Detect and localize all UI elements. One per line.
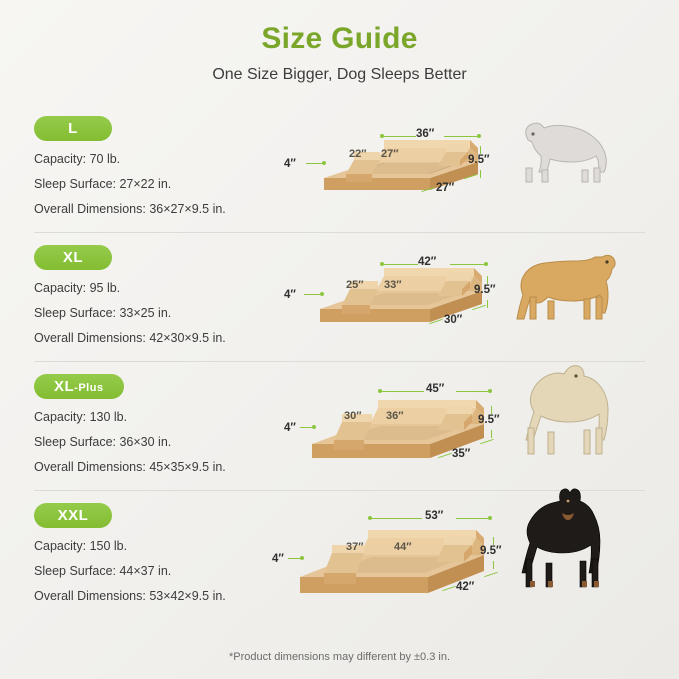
illustration-xxl	[272, 491, 645, 619]
dim-height: 9.5″	[478, 414, 500, 426]
guide-line	[450, 264, 484, 265]
guide-line	[480, 146, 481, 154]
dim-surface-depth: 30″	[344, 410, 362, 422]
guide-dot	[300, 556, 304, 560]
guide-line	[382, 136, 416, 137]
dim-height: 9.5″	[474, 284, 496, 296]
sleep-surface-text: Sleep Surface: 44×37 in.	[34, 564, 172, 578]
guide-line	[491, 430, 492, 438]
spec-block	[34, 104, 284, 216]
guide-line	[493, 561, 494, 569]
capacity-text: Capacity: 150 lb.	[34, 539, 128, 553]
dim-side: 4″	[284, 289, 296, 301]
page-title: Size Guide	[261, 22, 418, 55]
dim-depth: 30″	[444, 314, 463, 326]
size-row-xl	[34, 233, 645, 362]
overall-dimensions-text: Overall Dimensions: 42×30×9.5 in.	[34, 331, 226, 345]
guide-line	[491, 406, 492, 414]
sleep-surface-text: Sleep Surface: 36×30 in.	[34, 435, 172, 449]
bed-drawing	[310, 126, 500, 206]
guide-line	[306, 163, 322, 164]
header	[0, 0, 679, 84]
spec-block	[34, 491, 284, 603]
dim-width: 53″	[425, 510, 444, 522]
guide-line	[456, 391, 488, 392]
size-row-xxl	[34, 491, 645, 619]
dog-golden-retriever	[506, 235, 624, 327]
illustration-xl	[284, 233, 645, 361]
sleep-surface-text: Sleep Surface: 27×22 in.	[34, 177, 172, 191]
dim-side: 4″	[284, 422, 296, 434]
guide-dot	[322, 161, 326, 165]
sleep-surface-text: Sleep Surface: 33×25 in.	[34, 306, 172, 320]
dim-depth: 42″	[456, 581, 475, 593]
overall-dimensions-text: Overall Dimensions: 36×27×9.5 in.	[34, 202, 226, 216]
size-row-l	[34, 104, 645, 233]
dim-surface-depth: 37″	[346, 541, 364, 553]
guide-line	[380, 391, 424, 392]
guide-line	[382, 264, 418, 265]
dim-width: 45″	[426, 383, 445, 395]
dog-bulldog	[506, 110, 616, 196]
bed-illustration	[298, 388, 508, 474]
guide-dot	[320, 292, 324, 296]
illustration-xl-plus	[284, 362, 645, 490]
bed-illustration	[286, 519, 506, 609]
spec-block	[34, 233, 284, 345]
capacity-text: Capacity: 95 lb.	[34, 281, 121, 295]
page-subtitle: One Size Bigger, Dog Sleeps Better	[212, 66, 467, 83]
size-row-xl-plus	[34, 362, 645, 491]
dim-surface-width: 36″	[386, 410, 404, 422]
guide-line	[370, 518, 422, 519]
capacity-text: Capacity: 70 lb.	[34, 152, 121, 166]
footnote: *Product dimensions may different by ±0.3 in.	[228, 651, 451, 663]
size-badge-xl	[34, 245, 112, 270]
dim-side: 4″	[272, 553, 284, 565]
guide-line	[480, 170, 481, 178]
dim-surface-depth: 25″	[346, 279, 364, 291]
size-badge-xl-plus	[34, 374, 124, 399]
dim-side: 4″	[284, 158, 296, 170]
bed-drawing	[306, 255, 506, 339]
dim-depth: 35″	[452, 448, 471, 460]
dog-labrador	[502, 362, 626, 458]
guide-dot	[312, 425, 316, 429]
guide-dot	[488, 516, 492, 520]
guide-dot	[488, 389, 492, 393]
badge-label: XL	[54, 378, 75, 395]
dim-height: 9.5″	[468, 154, 490, 166]
badge-label: XXL	[57, 507, 89, 524]
badge-label: L	[68, 120, 78, 137]
size-badge-xxl	[34, 503, 112, 528]
capacity-text: Capacity: 130 lb.	[34, 410, 128, 424]
dim-surface-width: 33″	[384, 279, 402, 291]
bed-drawing	[286, 519, 506, 609]
spec-block	[34, 362, 284, 474]
dim-surface-width: 44″	[394, 541, 412, 553]
guide-line	[300, 427, 312, 428]
guide-line	[487, 276, 488, 284]
size-rows	[0, 104, 679, 619]
dim-width: 36″	[416, 128, 435, 140]
guide-line	[288, 558, 300, 559]
dog-doberman	[502, 487, 628, 591]
dim-depth: 27″	[436, 182, 455, 194]
illustration-l	[284, 104, 645, 232]
guide-line	[444, 136, 478, 137]
bed-illustration	[310, 126, 500, 206]
bed-illustration	[306, 255, 506, 339]
dim-width: 42″	[418, 256, 437, 268]
badge-label: XL	[62, 249, 84, 266]
dim-surface-depth: 22″	[349, 148, 367, 160]
guide-line	[304, 294, 320, 295]
dim-height: 9.5″	[480, 545, 502, 557]
guide-line	[456, 518, 488, 519]
overall-dimensions-text: Overall Dimensions: 45×35×9.5 in.	[34, 460, 226, 474]
guide-line	[493, 537, 494, 545]
badge-sublabel: -Plus	[74, 382, 104, 394]
guide-dot	[484, 262, 488, 266]
bed-drawing	[298, 388, 508, 474]
size-badge-l	[34, 116, 112, 141]
guide-line	[487, 300, 488, 308]
dim-surface-width: 27″	[381, 148, 399, 160]
overall-dimensions-text: Overall Dimensions: 53×42×9.5 in.	[34, 589, 226, 603]
